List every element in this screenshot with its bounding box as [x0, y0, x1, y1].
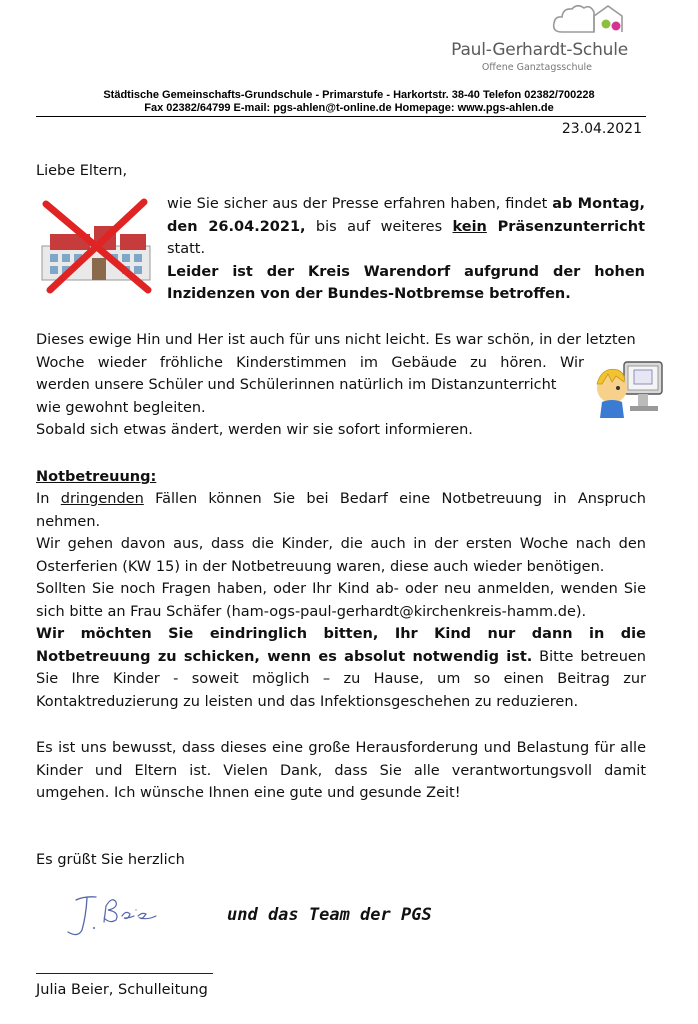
- house-logo-icon: [550, 2, 630, 40]
- paragraph-distance-learning: Dieses ewige Hin und Her ist auch für uns nicht leicht. Es war schön, in der letzten Woche wieder fröhliche Kinderstimmen im Gebäude zu hören. Wir werden unsere Schüler und Schülerinnen natürlich im Distanzunterricht wie gewohnt begleiten. Sobald sich etwas ändert, werden wir sie sofort informieren.: [36, 332, 636, 438]
- signature-line: [36, 973, 213, 974]
- logo-school-name: Paul-Gerhardt-Schule: [451, 40, 628, 60]
- crossed-school-image: [36, 196, 156, 296]
- logo-subtitle: Offene Ganztagsschule: [481, 62, 592, 73]
- intro-paragraph: wie Sie sicher aus der Presse erfahren haben, findet ab Montag, den 26.04.2021, bis auf weiteres kein Präsenzunterricht statt. Leider ist der Kreis Warendorf aufgrund der hohen Inzidenzen von der Bundes-Notbremse betroffen.: [167, 196, 646, 302]
- team-signoff: und das Team der PGS: [227, 905, 432, 925]
- greeting: Liebe Eltern,: [36, 163, 128, 179]
- signer-name: Julia Beier, Schulleitung: [36, 982, 208, 998]
- child-at-computer-image: [594, 358, 666, 420]
- paragraph-thanks: Es ist uns bewusst, dass dieses eine große Herausforderung und Belastung für alle Kinder und Eltern ist. Vielen Dank, dass Sie alle verantwortungsvoll damit umgehen. Ich wünsche Ihnen eine gute und gesunde Zeit!: [36, 740, 646, 801]
- closing-line: Es grüßt Sie herzlich: [36, 852, 185, 868]
- header-divider: [36, 116, 646, 117]
- handwritten-signature: [56, 886, 186, 946]
- notbetreuung-heading: Notbetreuung:: [36, 469, 157, 485]
- pink-dot-icon: [612, 22, 621, 31]
- contact-line: Fax 02382/64799 E-mail: pgs-ahlen@t-online.de Homepage: www.pgs-ahlen.de: [144, 102, 554, 114]
- school-logo: [440, 2, 640, 82]
- letter-date: 23.04.2021: [561, 121, 642, 137]
- notbetreuung-paragraph: In dringenden Fällen können Sie bei Bedarf eine Notbetreuung in Anspruch nehmen. Wir gehen davon aus, dass die Kinder, die auch in der ersten Woche nach den Osterferien (KW 15) in der Notbetreuung waren, diese auch wieder benötigen. Sollten Sie noch Fragen haben, oder Ihr Kind ab- oder neu anmelden, wenden Sie sich bitte an Frau Schäfer (ham-ogs-paul-gerhardt@kirchenkreis-hamm.de). Wir möchten Sie eindringlich bitten, Ihr Kind nur dann in die Notbetreuung zu schicken, wenn es absolut notwendig ist. Bitte betreuen Sie Ihre Kinder - soweit möglich – zu Hause, um so einen Beitrag zur Kontaktreduzierung zu leisten und das Infektionsgeschehen zu reduzieren.: [36, 491, 646, 710]
- address-line: Städtische Gemeinschafts-Grundschule - Primarstufe - Harkortstr. 38-40 Telefon 02382/700228: [103, 89, 595, 101]
- green-dot-icon: [602, 20, 611, 29]
